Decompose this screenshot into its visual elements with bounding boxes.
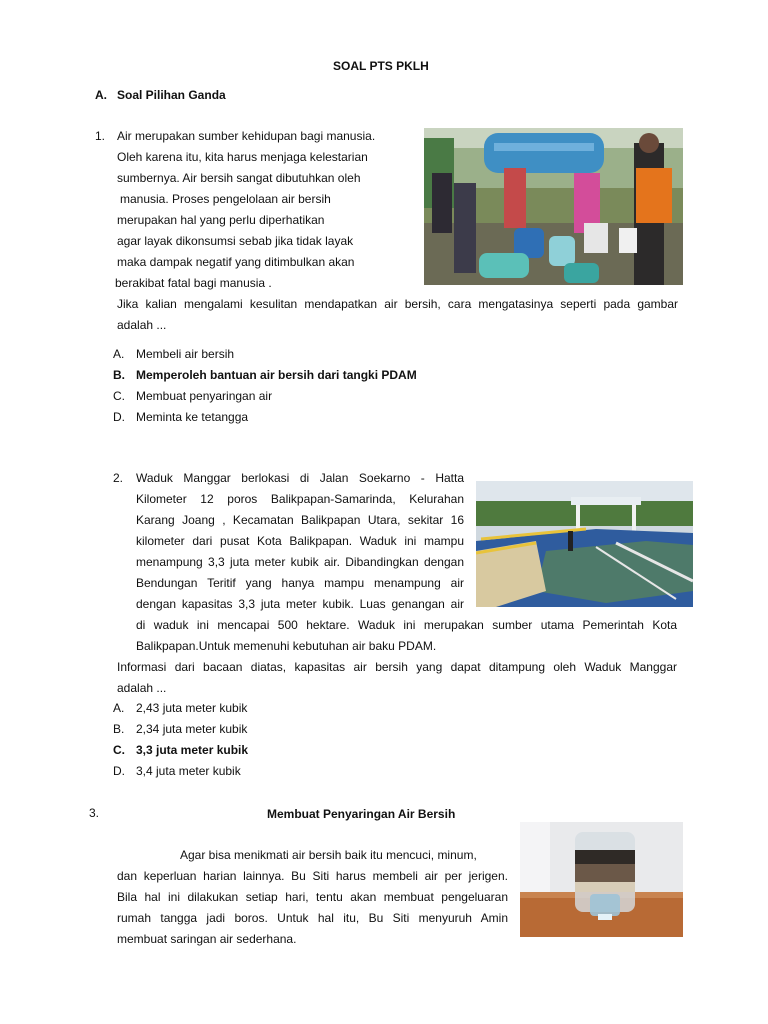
- water-filter-photo: [520, 822, 683, 937]
- option-letter: C.: [113, 389, 125, 403]
- option-letter: B.: [113, 722, 125, 736]
- q2-line: di waduk ini mencapai 500 hektare. Waduk ini merupakan sumber utama Pemerintah Kota: [136, 618, 677, 632]
- q3-title: Membuat Penyaringan Air Bersih: [267, 807, 456, 821]
- option-text-correct: Memperoleh bantuan air bersih dari tangki PDAM: [136, 368, 417, 382]
- q1-line: Oleh karena itu, kita harus menjaga kelestarian: [117, 150, 368, 164]
- option-text: Membeli air bersih: [136, 347, 235, 361]
- q2-line: Balikpapan.Untuk memenuhi kebutuhan air baku PDAM.: [136, 639, 437, 653]
- q2-line: Karang Joang , Kecamatan Balikpapan Utara, sekitar 16: [136, 513, 464, 527]
- page-title: SOAL PTS PKLH: [333, 59, 429, 73]
- q1-line: merupakan hal yang perlu diperhatikan: [117, 213, 325, 227]
- question-number: 3.: [89, 806, 100, 820]
- question-number: 1.: [95, 129, 106, 143]
- q1-line: maka dampak negatif yang ditimbulkan akan: [117, 255, 355, 269]
- reservoir-photo: [476, 481, 693, 607]
- q2-line: menampung 3,3 juta meter kubik air. Dibandingkan dengan: [136, 555, 464, 569]
- q1-line: berakibat fatal bagi manusia .: [115, 276, 272, 290]
- q3-line: dan keperluan harian lainnya. Bu Siti harus membeli air per jerigen.: [117, 869, 508, 883]
- q2-question-end: adalah ...: [117, 681, 167, 695]
- section-title: Soal Pilihan Ganda: [117, 88, 226, 102]
- q3-line: Bila hal ini dilakukan setiap hari, tentu akan membuat pengeluaran: [117, 890, 508, 904]
- q1-line: agar layak dikonsumsi sebab jika tidak layak: [117, 234, 354, 248]
- q1-line: Air merupakan sumber kehidupan bagi manusia.: [117, 129, 376, 143]
- option-letter-correct: B.: [113, 368, 125, 382]
- q3-line: Agar bisa menikmati air bersih baik itu mencuci, minum,: [180, 848, 477, 862]
- option-text: 3,4 juta meter kubik: [136, 764, 241, 778]
- option-letter: D.: [113, 410, 125, 424]
- q3-line: rumah tangga jadi boros. Untuk hal itu, Bu Siti menyuruh Amin: [117, 911, 508, 925]
- q2-line: Bendungan Teritif yang hanya mampu menampung air: [136, 576, 464, 590]
- q3-line: membuat saringan air sederhana.: [117, 932, 297, 946]
- option-letter-correct: C.: [113, 743, 125, 757]
- option-text: 2,43 juta meter kubik: [136, 701, 248, 715]
- q2-line: Kilometer 12 poros Balikpapan-Samarinda, Kelurahan: [136, 492, 464, 506]
- q1-question: Jika kalian mengalami kesulitan mendapatkan air bersih, cara mengatasinya seperti pada gambar: [117, 297, 678, 311]
- option-text: Membuat penyaringan air: [136, 389, 273, 403]
- q1-line: sumbernya. Air bersih sangat dibutuhkan oleh: [117, 171, 361, 185]
- option-letter: D.: [113, 764, 125, 778]
- section-letter: A.: [95, 88, 107, 102]
- water-tanker-photo: [424, 128, 683, 285]
- q2-line: dengan kapasitas 3,3 juta meter kubik. Luas genangan air: [136, 597, 464, 611]
- q2-line: Waduk Manggar berlokasi di Jalan Soekarno - Hatta: [136, 471, 464, 485]
- q1-question-end: adalah ...: [117, 318, 167, 332]
- q1-line: manusia. Proses pengelolaan air bersih: [120, 192, 331, 206]
- option-text-correct: 3,3 juta meter kubik: [136, 743, 249, 757]
- q2-question: Informasi dari bacaan diatas, kapasitas air bersih yang dapat ditampung oleh Waduk Manggar: [117, 660, 677, 674]
- question-number: 2.: [113, 471, 124, 485]
- option-letter: A.: [113, 701, 125, 715]
- option-letter: A.: [113, 347, 125, 361]
- q2-line: kilometer dari pusat Kota Balikpapan. Waduk ini mampu: [136, 534, 464, 548]
- option-text: 2,34 juta meter kubik: [136, 722, 248, 736]
- option-text: Meminta ke tetangga: [136, 410, 249, 424]
